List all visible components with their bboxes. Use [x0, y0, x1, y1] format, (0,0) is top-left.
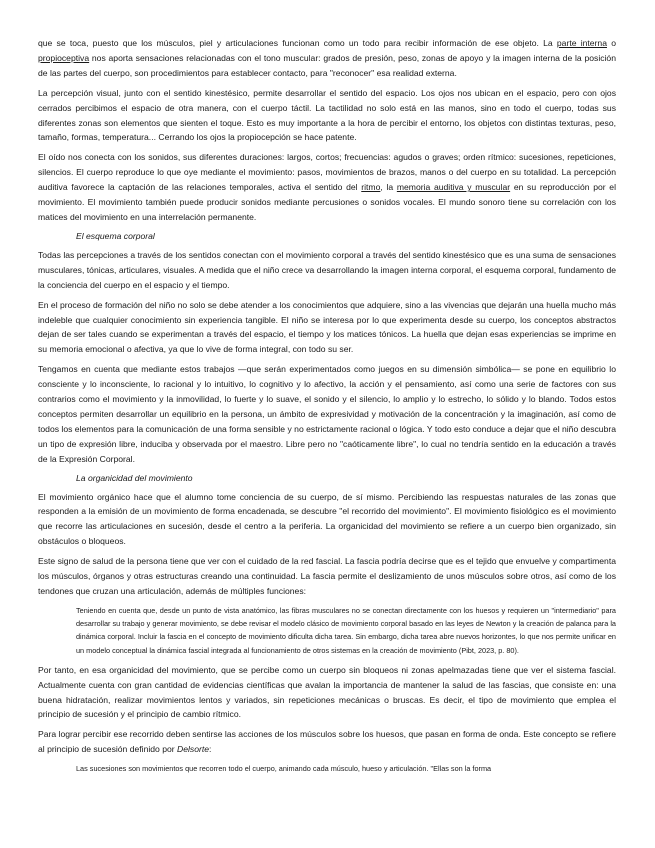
paragraph-perceptions: Todas las percepciones a través de los sentidos conectan con el movimiento corporal a través del sentido kinestésico que es una suma de sensaciones musculares, tónicas, articulares, visuales. A medida que el niño crece va desarrollando la imagen interna corporal, el esquema corporal, fundamento de la conciencia del cuerpo en el espacio y el tiempo.	[38, 249, 616, 290]
paragraph-balance: Tengamos en cuenta que mediante estos trabajos —que serán experimentados como juegos en su dimensión simbólica— se pone en equilibrio lo consciente y lo inconsciente, lo racional y lo intuitivo, lo cognitivo y lo afectivo, la acción y el pensamiento, así como una serie de factores con sus contrarios como el movimiento y la inmovilidad, lo fuerte y lo suave, el sonido y el silencio, lo amplio y lo estrecho, lo sólido y lo blando. Todos estos conceptos permiten desarrollar un equilibrio en la persona, un ámbito de expresividad y motivación de la concentración y la imaginación, así como de todos los elementos para la comunicación de una forma sensible y no estrictamente racional o lógica. Y todo esto conduce a dejar que el niño descubra un tipo de expresión libre, induciba y observada por el maestro. Libre pero no "caóticamente libre", lo cual no tendría sentido en la educación a través de la Expresión Corporal.	[38, 364, 616, 464]
author-name: Delsorte	[177, 744, 210, 755]
paragraph-hearing: El oído nos conecta con los sonidos, sus diferentes duraciones: largos, cortos; frecuencias: agudos o graves; orden rítmico: sucesiones, repeticiones, silencios. El cuerpo reproduce lo que oye mediante el movimiento: pasos, movimientos de brazos, manos o del cuerpo en su totalidad. La percepción auditiva favorece la captación de las relaciones temporales, activa el sentido del ritmo, la memoria auditiva y muscular en su reproducción por el movimiento. El movimiento también puede producir sonidos mediante percusiones o sonidos vocales. El mundo sonoro tiene su correlación con los matices del movimiento en una interrelación permanente.	[38, 152, 616, 222]
heading-esquema-corporal: El esquema corporal	[76, 230, 155, 241]
link-ritmo[interactable]: ritmo	[361, 182, 381, 193]
link-memoria-auditiva[interactable]: memoria auditiva y muscular	[396, 182, 511, 193]
paragraph-formation: En el proceso de formación del niño no solo se debe atender a los conocimientos que adquiere, sino a las vivencias que dejarán una huella mucho más indeleble que cualquier conocimiento sin experiencia tangible. El niño se interesa por lo que experimenta desde su cuerpo, los conceptos abstractos dejan de ser tales cuando se experimentan a través del espacio, el tiempo y los matices tónicos. La huella que dejan esas experiencias se imprime en su memoria emocional o afectiva, ya que lo vive de forma integral, con todo su ser.	[38, 299, 616, 355]
document-page	[38, 36, 616, 781]
paragraph-succession: Para lograr percibir ese recorrido deben sentirse las acciones de los músculos sobre los huesos, que pasan en forma de onda. Este concepto se refiere al principio de sucesión definido por Delsorte:	[38, 729, 616, 755]
block-quote-fascia: Teniendo en cuenta que, desde un punto de vista anatómico, las fibras musculares no se conectan directamente con los huesos y requieren un "intermediario" para desarrollar su trabajo y generar movimiento, se debe revisar el modelo clásico de movimiento corporal basado en las leyes de Newton y la creación de palanca para la dinámica corporal. Incluir la fascia en el concepto de movimiento dificulta dicha tarea. Sin embargo, dicha tarea abre nuevos horizontes, lo que nos permite unificar en un modelo conceptual la dinámica fascial integrada al funcionamiento de otros sistemas en la creación de movimiento (Pibt, 2023, p. 80).	[76, 605, 616, 655]
link-propioceptiva[interactable]: propioceptiva	[38, 52, 90, 63]
block-quote-successions: Las sucesiones son movimientos que recorren todo el cuerpo, animando cada músculo, hueso y articulación. "Ellas son la forma	[76, 764, 492, 774]
paragraph-visual: La percepción visual, junto con el sentido kinestésico, permite desarrollar el sentido del espacio. Los ojos nos ubican en el espacio, pero con ojos cerrados percibimos el espacio de otra manera, con el cuerpo táctil. La tactilidad no solo está en las manos, sino en todo el cuerpo, todas sus diferentes zonas son elementos que sienten el toque. Esto es muy importante a la hora de percibir el entorno, los objetos con distintas texturas, peso, tamaño, formas, temperatura... Cerrando los ojos la propiocepción se hace patente.	[38, 87, 616, 143]
paragraph-organic-movement: El movimiento orgánico hace que el alumno tome conciencia de su cuerpo, de sí mismo. Percibiendo las respuestas naturales de las zonas que responden a la emisión de un movimiento de forma encadenada, se descubre "el recorrido del movimiento". El movimiento fisiológico es el movimiento que recorre las articulaciones en sucesión, desde el centro a la periferia. La organicidad del movimiento se refiere a un cuerpo bien organizado, sin obstáculos o bloqueos.	[38, 491, 616, 547]
paragraph-touch: que se toca, puesto que los músculos, piel y articulaciones funcionan como un todo para recibir información de ese objeto. La parte interna o propioceptiva nos aporta sensaciones relacionadas con el tono muscular: grados de presión, peso, zonas de apoyo y la imagen interna de la posición de las partes del cuerpo, son procedimientos para establecer contacto, para "reconocer" esa realidad externa.	[38, 38, 616, 78]
link-parte-interna[interactable]: parte interna	[556, 38, 607, 48]
paragraph-fascia: Este signo de salud de la persona tiene que ver con el cuidado de la red fascial. La fascia podría decirse que es el tejido que envuelve y compartimenta los músculos, órganos y otras estructuras creando una continuidad. La fascia permite el deslizamiento de unos músculos sobre otros, así como de los tendones que cruzan una articulación, además de múltiples funciones:	[38, 556, 616, 596]
paragraph-organicity: Por tanto, en esa organicidad del movimiento, que se percibe como un cuerpo sin bloqueos ni zonas apelmazadas tiene que ver el sistema fascial. Actualmente cuenta con gran cantidad de evidencias científicas que avalan la importancia de mantener la salud de las fascias, que consiste en: una buena hidratación, realizar movimientos lentos y variados, sin repeticiones mecánicas o bruscas. Es decir, el tipo de movimiento que emplea el principio de sucesión y el principio de cambio rítmico.	[38, 664, 616, 720]
heading-organicidad: La organicidad del movimiento	[76, 472, 193, 483]
